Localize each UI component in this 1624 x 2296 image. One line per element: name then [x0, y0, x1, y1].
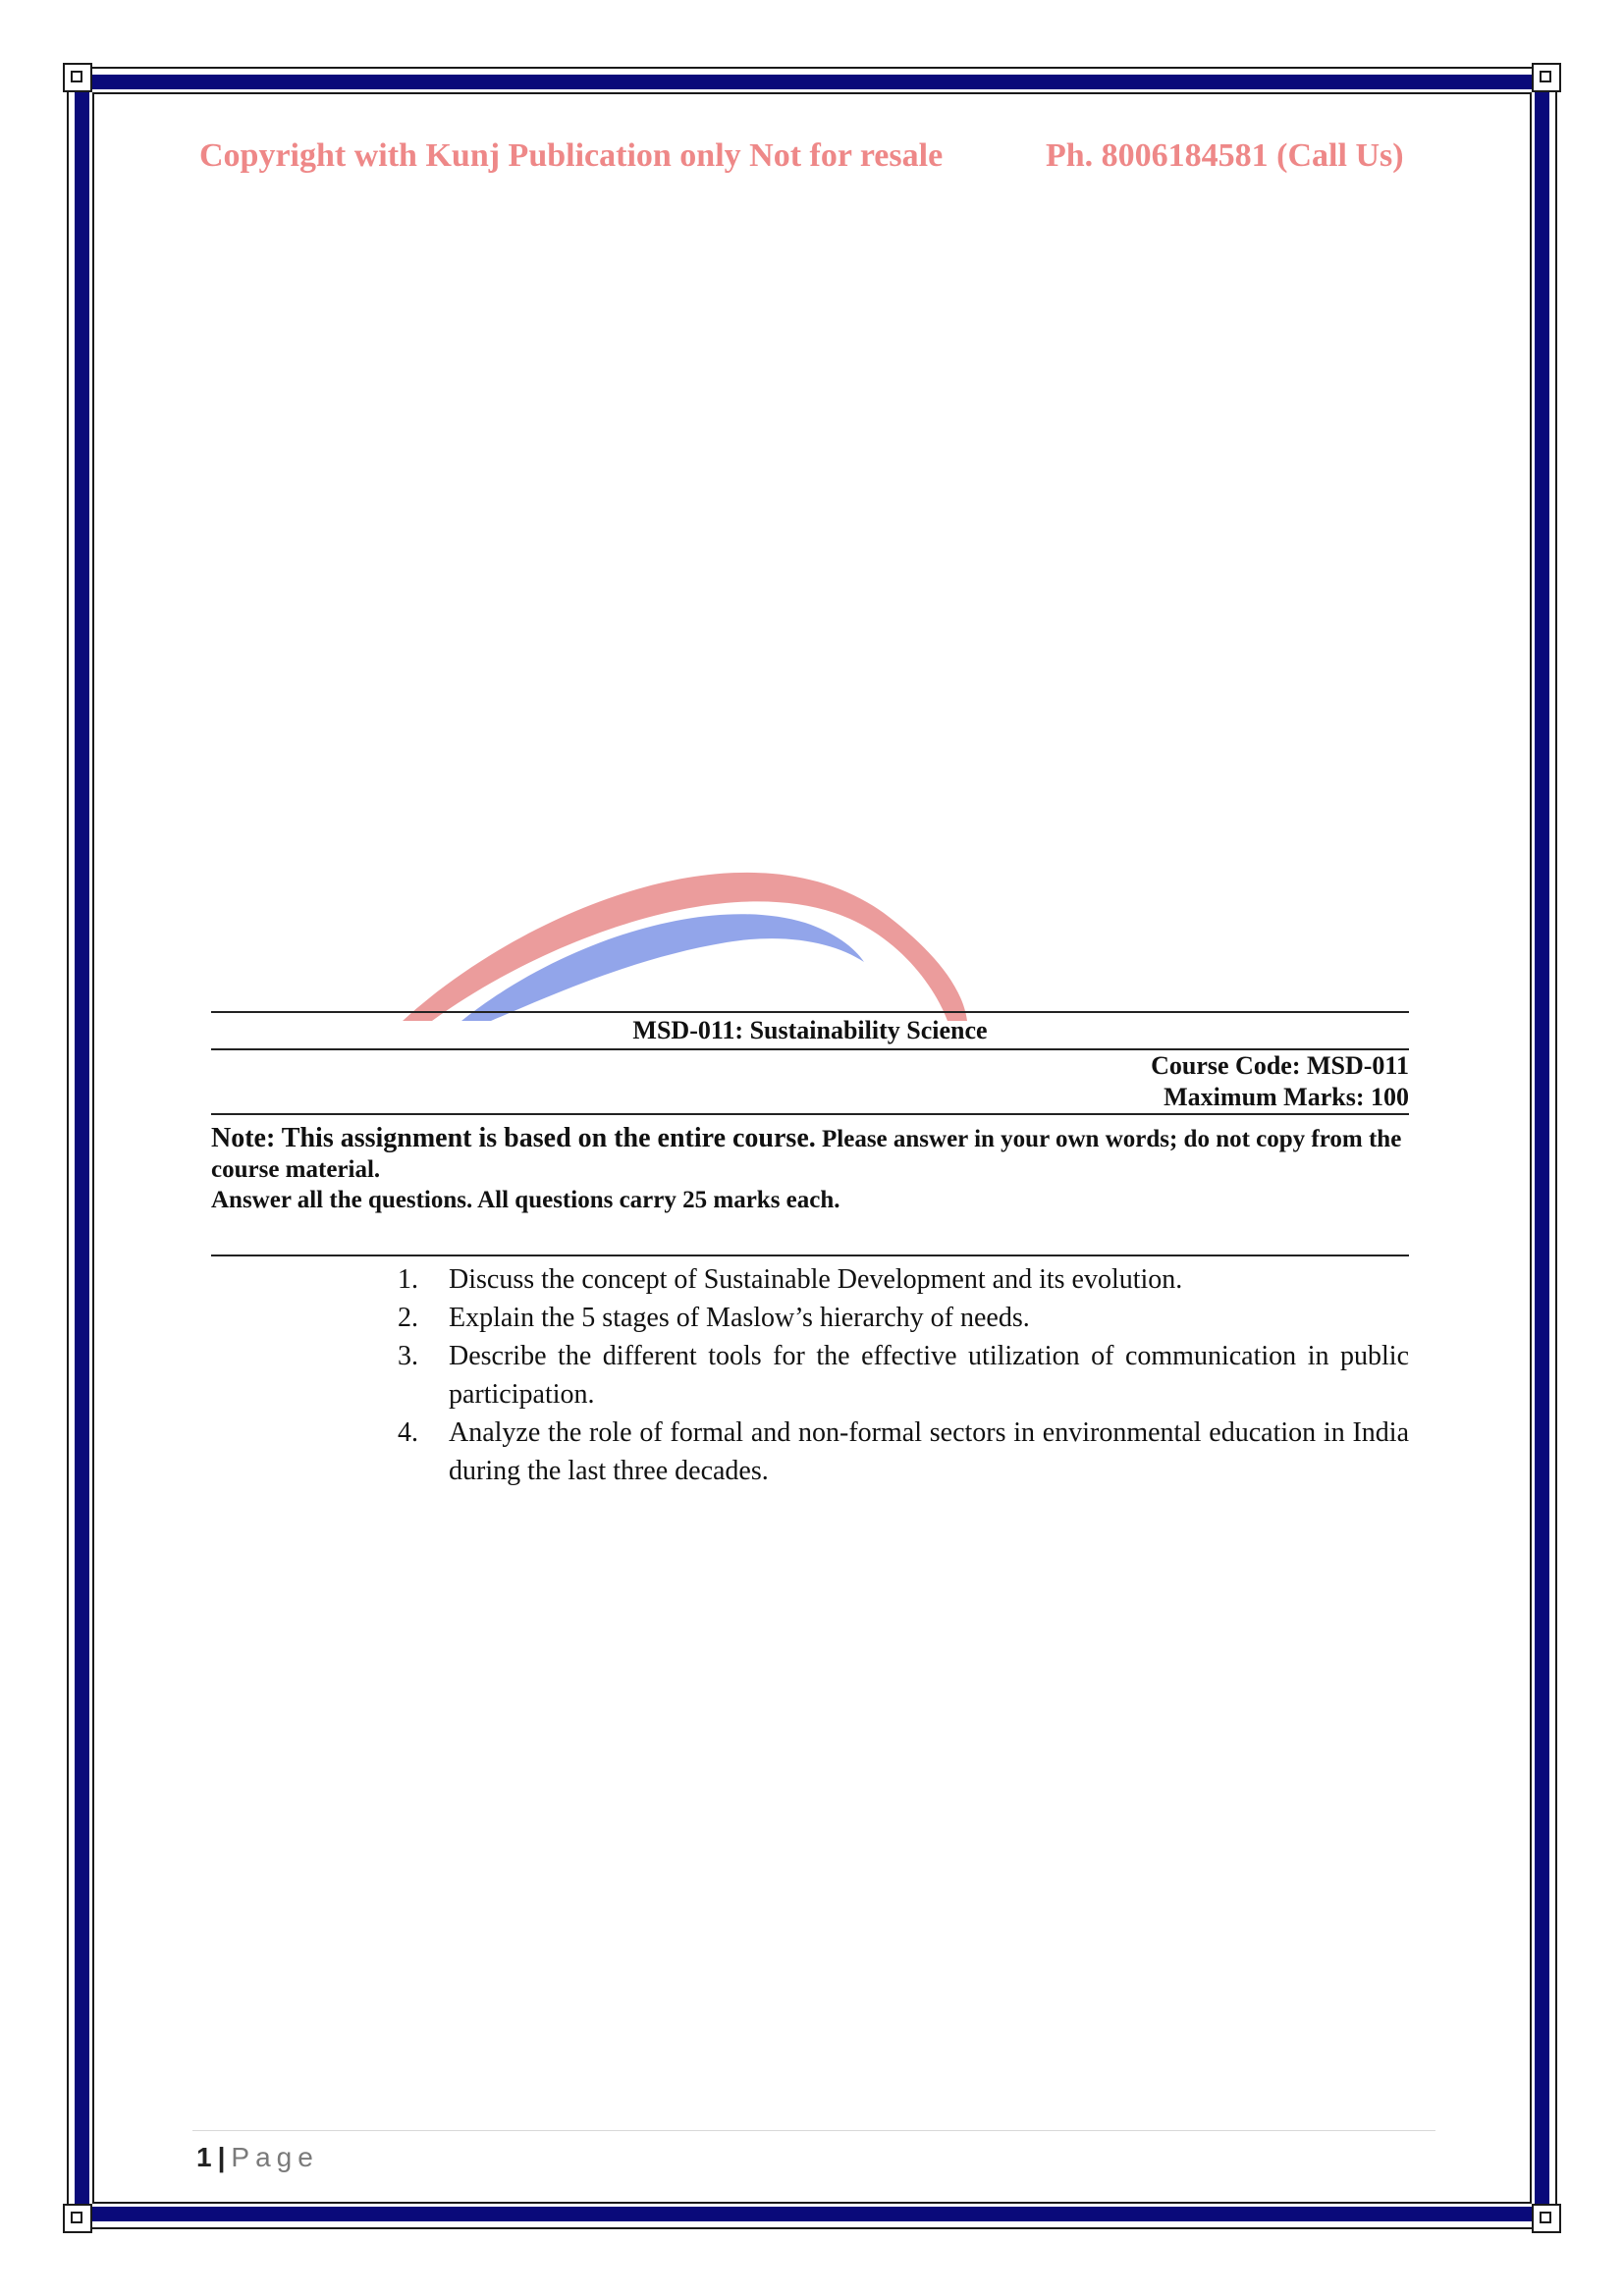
- border-corner-ornament: [63, 63, 92, 92]
- assignment-note: [211, 1123, 1409, 1215]
- maximum-marks: Maximum Marks: 100: [1164, 1083, 1409, 1111]
- question-number: 1.: [398, 1264, 418, 1295]
- copyright-notice: Copyright with Kunj Publication only Not for resale: [199, 137, 944, 174]
- border-corner-ornament: [1532, 63, 1561, 92]
- question-list: [211, 1260, 1409, 1490]
- watermark-blue-arc: [461, 914, 864, 1021]
- question-text: Describe the different tools for the effective utilization of communication in public participation.: [449, 1341, 1409, 1410]
- page-number: 1: [196, 2142, 212, 2172]
- note-instructions: Please answer in your own words; do not copy from the course material.: [211, 1126, 1402, 1183]
- question-item: [398, 1299, 1409, 1337]
- note-lead: Note: This assignment is based on the entire course.: [211, 1123, 816, 1153]
- question-item: [398, 1414, 1409, 1490]
- question-number: 4.: [398, 1417, 418, 1448]
- contact-phone: Ph. 8006184581 (Call Us): [1046, 137, 1404, 174]
- question-text: Analyze the role of formal and non-formal sectors in environmental education in India during the last three decades.: [449, 1417, 1409, 1486]
- divider: [211, 1255, 1409, 1256]
- question-text: Explain the 5 stages of Maslow’s hierarchy of needs.: [449, 1303, 1030, 1333]
- footer-divider: [192, 2130, 1435, 2131]
- note-marks-instruction: Answer all the questions. All questions carry 25 marks each.: [211, 1187, 840, 1213]
- publisher-logo-watermark: [373, 834, 982, 1031]
- page-header: [199, 137, 1436, 175]
- page-footer: [196, 2142, 319, 2173]
- course-code: Course Code: MSD-011: [1151, 1051, 1409, 1080]
- assignment-sheet: [211, 1011, 1409, 1490]
- border-corner-ornament: [63, 2204, 92, 2233]
- border-corner-ornament: [1532, 2204, 1561, 2233]
- question-text: Discuss the concept of Sustainable Development and its evolution.: [449, 1264, 1183, 1295]
- page-label: Page: [231, 2142, 319, 2172]
- course-title: MSD-011: Sustainability Science: [632, 1016, 988, 1044]
- footer-separator: |: [217, 2142, 226, 2172]
- divider: [211, 1113, 1409, 1115]
- question-item: [398, 1260, 1409, 1299]
- question-number: 2.: [398, 1303, 418, 1333]
- question-number: 3.: [398, 1341, 418, 1371]
- question-item: [398, 1337, 1409, 1414]
